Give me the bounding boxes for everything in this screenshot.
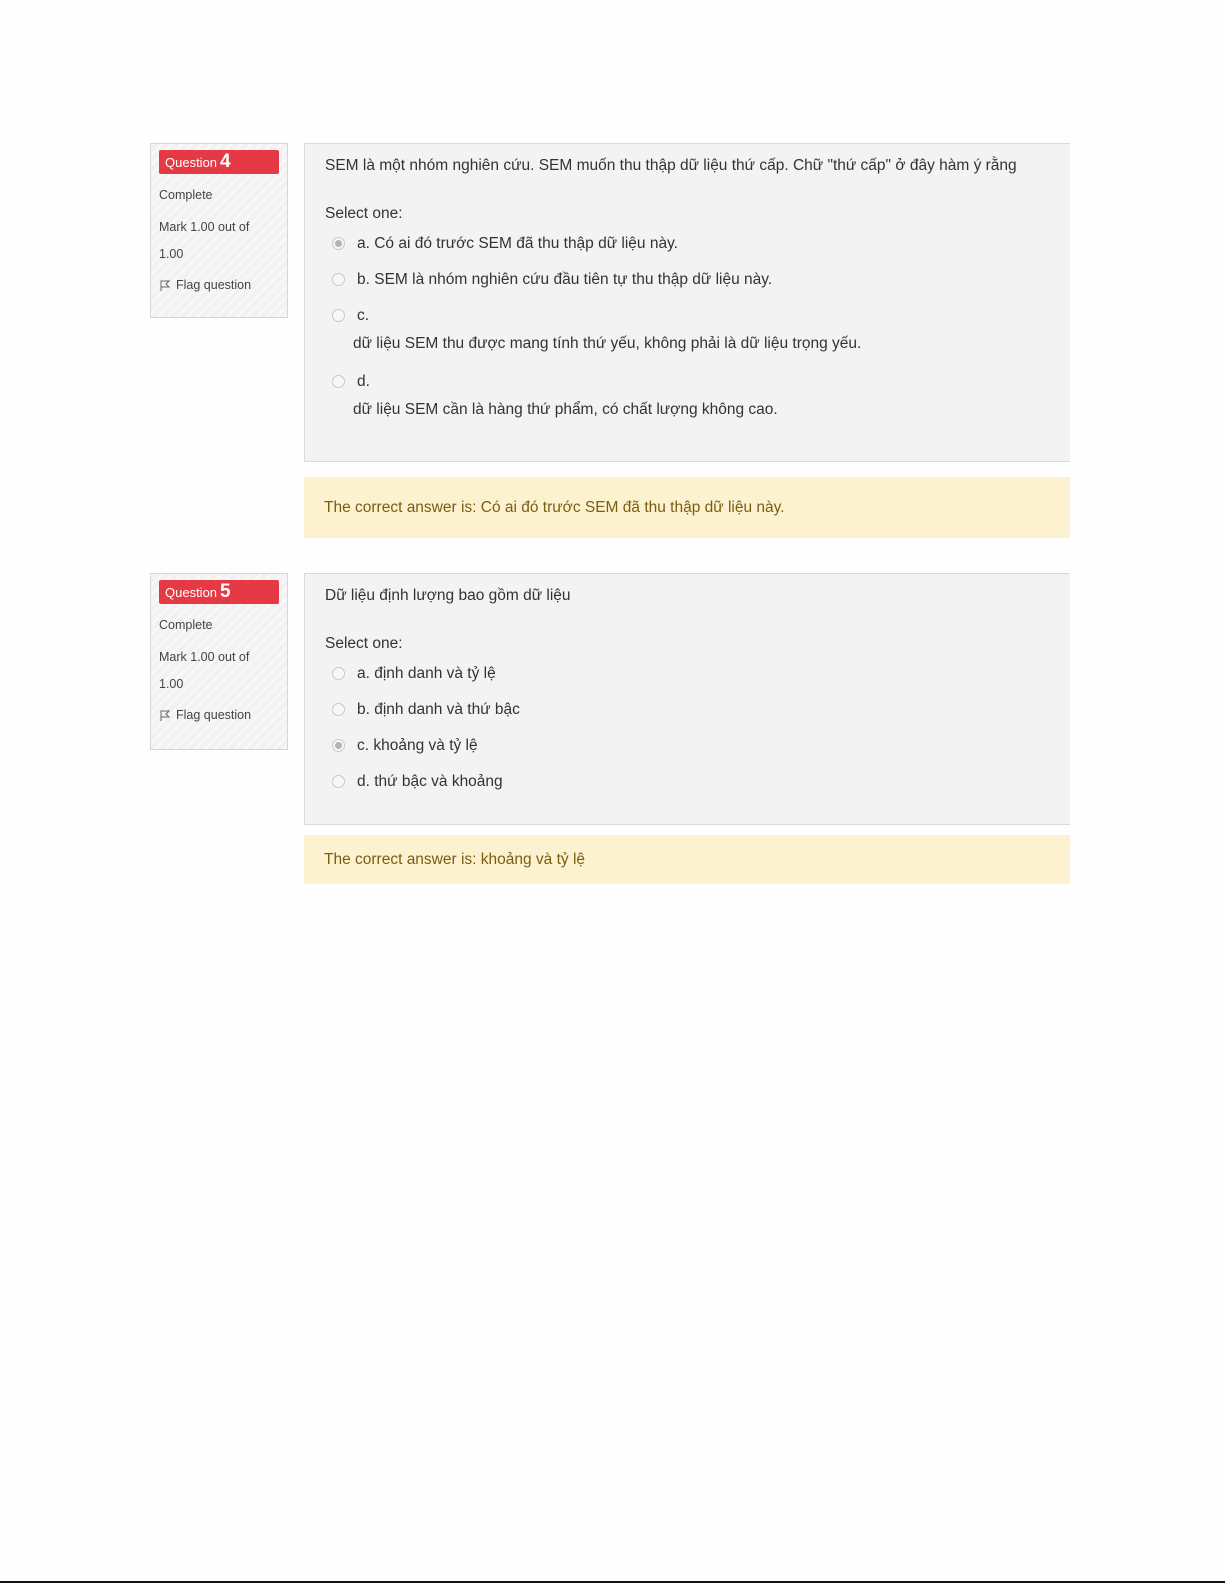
answer-option-a[interactable]	[325, 665, 1050, 685]
answer-label: c. khoảng và tỷ lệ	[357, 737, 478, 754]
answer-label: a. định danh và tỷ lệ	[357, 665, 496, 682]
answer-options	[325, 665, 1050, 793]
question-label: Question	[165, 585, 218, 600]
question-number-badge	[159, 150, 279, 174]
radio-button[interactable]	[332, 273, 345, 286]
question-content	[304, 143, 1070, 462]
radio-button[interactable]	[332, 667, 345, 680]
answer-label: b. SEM là nhóm nghiên cứu đầu tiên tự thu thập dữ liệu này.	[357, 271, 773, 288]
flag-icon	[159, 708, 171, 722]
radio-button[interactable]	[332, 237, 345, 250]
radio-button[interactable]	[332, 309, 345, 322]
answer-label: b. định danh và thứ bậc	[357, 701, 520, 718]
answer-options	[325, 235, 1050, 419]
flag-question-label: Flag question	[176, 278, 252, 292]
answer-option-d[interactable]	[325, 773, 1050, 793]
answer-option-a[interactable]	[325, 235, 1050, 255]
question-text: Dữ liệu định lượng bao gồm dữ liệu	[325, 587, 571, 604]
select-one-prompt: Select one:	[325, 205, 403, 222]
question-number: 4	[220, 151, 231, 172]
radio-button[interactable]	[332, 775, 345, 788]
flag-question-link[interactable]	[159, 278, 279, 292]
answer-text: dữ liệu SEM cần là hàng thứ phẩm, có chất lượng không cao.	[353, 401, 778, 418]
correct-answer-feedback: The correct answer is: khoảng và tỷ lệ	[304, 835, 1070, 884]
correct-answer-feedback: The correct answer is: Có ai đó trước SEM đã thu thập dữ liệu này.	[304, 477, 1070, 538]
answer-option-b[interactable]	[325, 271, 1050, 291]
question-text: SEM là một nhóm nghiên cứu. SEM muốn thu thập dữ liệu thứ cấp. Chữ "thứ cấp" ở đây hàm ý rằng	[325, 157, 1017, 174]
answer-label: d. thứ bậc và khoảng	[357, 773, 503, 790]
question-grade: Mark 1.00 out of 1.00	[159, 650, 250, 691]
answer-option-c[interactable]	[325, 737, 1050, 757]
question-info	[150, 573, 288, 750]
question-grade: Mark 1.00 out of 1.00	[159, 220, 250, 261]
answer-option-b[interactable]	[325, 701, 1050, 721]
question-number-badge	[159, 580, 279, 604]
answer-label: c.	[357, 307, 370, 324]
question-label: Question	[165, 155, 218, 170]
radio-button[interactable]	[332, 375, 345, 388]
radio-button[interactable]	[332, 739, 345, 752]
answer-option-c[interactable]	[325, 307, 1050, 353]
question-info	[150, 143, 288, 318]
question-state: Complete	[159, 618, 213, 632]
select-one-prompt: Select one:	[325, 635, 403, 652]
answer-label: a. Có ai đó trước SEM đã thu thập dữ liệu này.	[357, 235, 678, 252]
question-number: 5	[220, 581, 231, 602]
answer-label: d.	[357, 373, 370, 390]
flag-question-link[interactable]	[159, 708, 279, 722]
answer-option-d[interactable]	[325, 373, 1050, 419]
flag-question-label: Flag question	[176, 708, 252, 722]
flag-icon	[159, 278, 171, 292]
page-bottom-border	[0, 1581, 1225, 1583]
radio-button[interactable]	[332, 703, 345, 716]
question-state: Complete	[159, 188, 213, 202]
answer-text: dữ liệu SEM thu được mang tính thứ yếu, không phải là dữ liệu trọng yếu.	[353, 335, 862, 352]
question-content	[304, 573, 1070, 825]
